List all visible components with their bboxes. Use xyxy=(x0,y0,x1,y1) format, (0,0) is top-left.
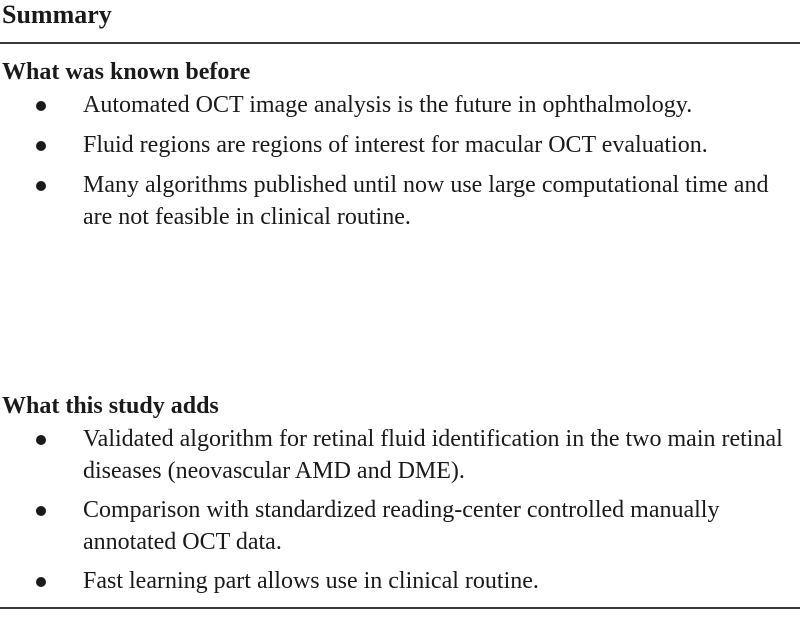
top-rule xyxy=(0,42,800,44)
section-heading: What was known before xyxy=(2,59,251,85)
list-item-text: Comparison with standardized reading-center controlled manually annotated OCT data. xyxy=(83,497,720,555)
bullet-icon xyxy=(36,577,46,587)
bullet-icon xyxy=(36,435,46,445)
bullet-icon xyxy=(36,506,46,516)
list-item xyxy=(0,89,800,121)
list-item-text: Fluid regions are regions of interest for macular OCT evaluation. xyxy=(83,132,708,158)
list-item xyxy=(0,565,800,597)
bullet-list xyxy=(0,423,800,597)
section-what-this-study-adds xyxy=(0,391,800,604)
summary-title: Summary xyxy=(2,0,112,29)
list-item-text: Automated OCT image analysis is the future in ophthalmology. xyxy=(83,92,693,118)
list-item xyxy=(0,129,800,161)
bullet-icon xyxy=(36,101,46,111)
list-item xyxy=(0,169,800,233)
list-item xyxy=(0,423,800,487)
list-item-text: Fast learning part allows use in clinical routine. xyxy=(83,568,539,594)
bullet-list xyxy=(0,89,800,233)
list-item-text: Many algorithms published until now use large computational time and are not feasible in clinical routine. xyxy=(83,172,769,230)
bullet-icon xyxy=(36,181,46,191)
bullet-icon xyxy=(36,141,46,151)
list-item xyxy=(0,494,800,558)
section-what-was-known-before xyxy=(0,57,800,241)
section-heading: What this study adds xyxy=(2,393,219,419)
bottom-rule xyxy=(0,607,800,609)
list-item-text: Validated algorithm for retinal fluid identification in the two main retinal diseases (neovascular AMD and DME). xyxy=(83,426,783,484)
